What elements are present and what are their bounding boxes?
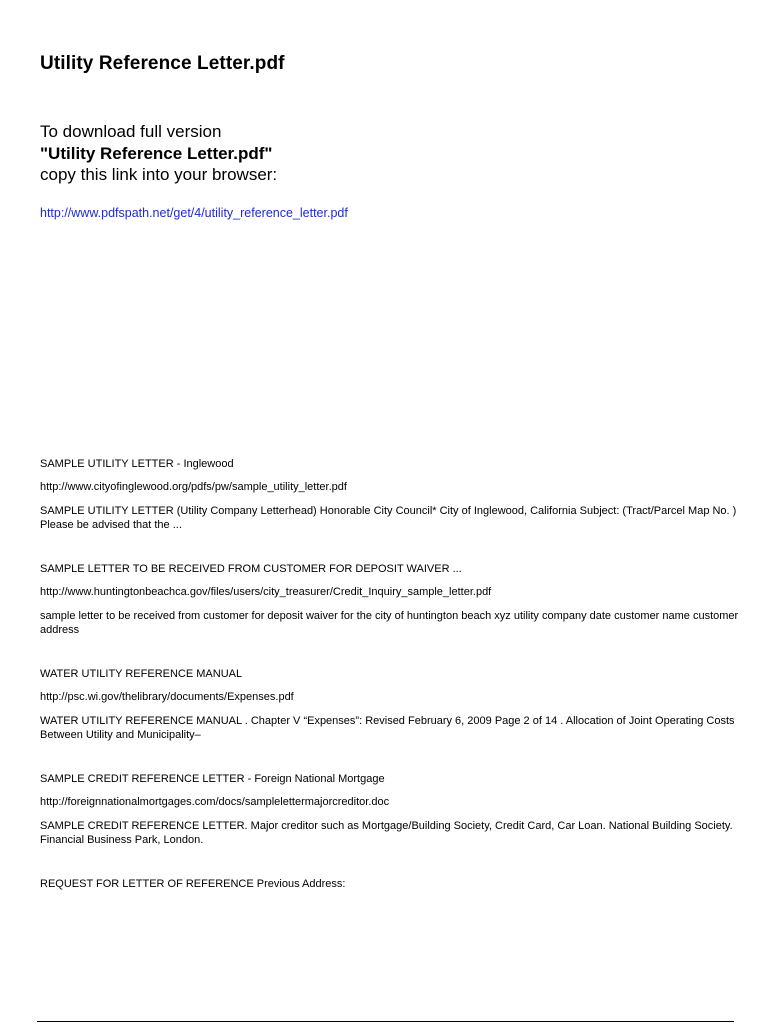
result-url: http://www.huntingtonbeachca.gov/files/users/city_treasurer/Credit_Inquiry_sample_letter.pdf: [40, 586, 492, 598]
download-line-2: "Utility Reference Letter.pdf": [40, 143, 273, 163]
result-snippet: WATER UTILITY REFERENCE MANUAL . Chapter V “Expenses”: Revised February 6, 2009 Page 2 of 14 . Allocation of Joint Operating Costs Between Utility and Municipality–: [40, 715, 735, 741]
footer-divider: [37, 1021, 734, 1022]
download-line-3: copy this link into your browser:: [40, 165, 278, 184]
result-item: [40, 562, 740, 637]
result-heading: REQUEST FOR LETTER OF REFERENCE Previous Address:: [40, 878, 346, 890]
download-instructions: [40, 121, 277, 186]
result-heading: SAMPLE LETTER TO BE RECEIVED FROM CUSTOMER FOR DEPOSIT WAIVER ...: [40, 563, 462, 575]
result-url: http://psc.wi.gov/thelibrary/documents/Expenses.pdf: [40, 691, 294, 703]
result-heading: WATER UTILITY REFERENCE MANUAL: [40, 668, 243, 680]
download-link[interactable]: http://www.pdfspath.net/get/4/utility_reference_letter.pdf: [40, 206, 348, 220]
document-title: Utility Reference Letter.pdf: [40, 53, 285, 74]
result-snippet: SAMPLE UTILITY LETTER (Utility Company Letterhead) Honorable City Council* City of Inglewood, California Subject: (Tract/Parcel Map No. ) Please be advised that the ...: [40, 505, 737, 531]
result-item: [40, 457, 740, 532]
result-snippet: SAMPLE CREDIT REFERENCE LETTER. Major creditor such as Mortgage/Building Society, Credit Card, Car Loan. National Building Society. Financial Business Park, London.: [40, 820, 733, 846]
result-url: http://www.cityofinglewood.org/pdfs/pw/sample_utility_letter.pdf: [40, 481, 347, 493]
result-item: [40, 772, 740, 847]
result-item: [40, 667, 740, 742]
result-heading: SAMPLE UTILITY LETTER - Inglewood: [40, 458, 234, 470]
result-url: http://foreignnationalmortgages.com/docs/samplelettermajorcreditor.doc: [40, 796, 390, 808]
results-list: [40, 457, 740, 891]
result-snippet: sample letter to be received from customer for deposit waiver for the city of huntington beach xyz utility company date customer name customer address: [40, 610, 739, 636]
download-line-1: To download full version: [40, 122, 222, 141]
result-heading: SAMPLE CREDIT REFERENCE LETTER - Foreign National Mortgage: [40, 773, 385, 785]
